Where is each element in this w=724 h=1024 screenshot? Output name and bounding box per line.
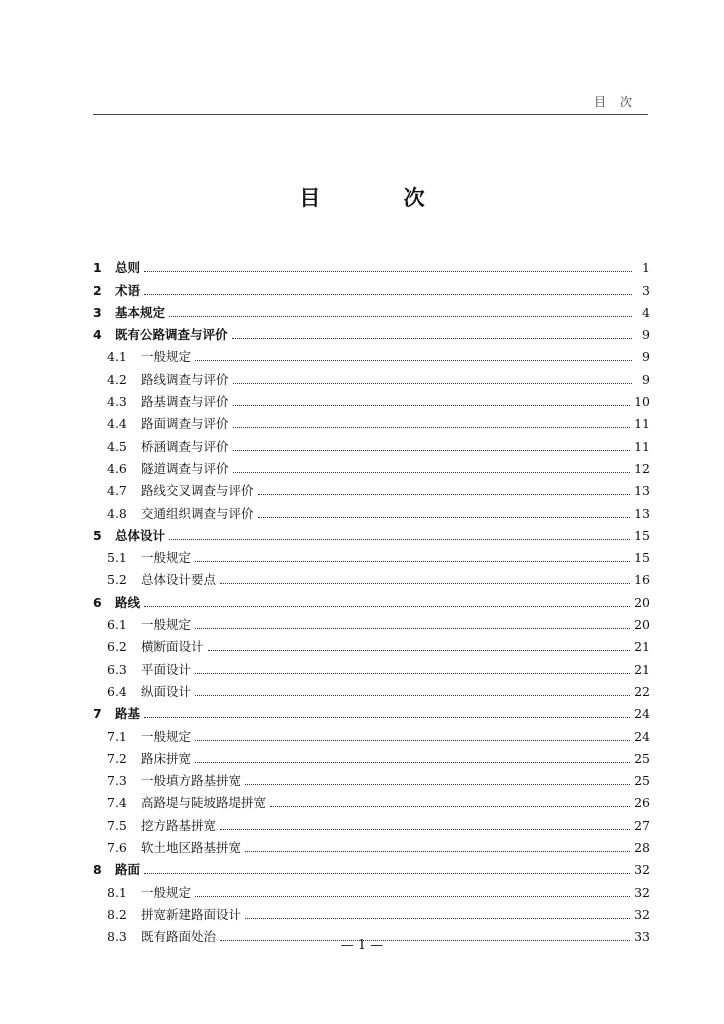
- toc-entry-title: 软土地区路基拼宽: [141, 840, 242, 856]
- dot-leader: [144, 716, 630, 718]
- toc-entry-number: 3: [93, 304, 102, 320]
- toc-entry-page: 4: [642, 304, 650, 320]
- toc-entry-number: 6.1: [107, 617, 127, 633]
- header-rule: [93, 114, 648, 115]
- toc-entry-number: 7.5: [107, 817, 127, 833]
- toc-entry-number: 5.2: [107, 572, 127, 588]
- toc-entry-title: 一般规定: [141, 728, 192, 744]
- toc-entry-title: 一般规定: [141, 550, 192, 566]
- toc-section-entry[interactable]: [93, 745, 650, 767]
- toc-section-entry[interactable]: [93, 388, 650, 410]
- toc-chapter-entry[interactable]: [93, 588, 650, 610]
- toc-section-entry[interactable]: [93, 365, 650, 387]
- toc-section-entry[interactable]: [93, 566, 650, 588]
- toc-section-entry[interactable]: [93, 410, 650, 432]
- dot-leader: [195, 761, 630, 763]
- toc-entry-number: 7.6: [107, 840, 127, 856]
- toc-entry-page: 15: [634, 527, 650, 543]
- toc-entry-title: 术语: [115, 282, 141, 298]
- toc-entry-number: 4.3: [107, 394, 127, 410]
- toc-section-entry[interactable]: [93, 477, 650, 499]
- toc-entry-title: 高路堤与陡坡路堤拼宽: [141, 795, 267, 811]
- toc-entry-title: 路基: [115, 706, 141, 722]
- toc-entry-page: 32: [634, 862, 650, 878]
- toc-entry-title: 总体设计要点: [141, 572, 217, 588]
- toc-entry-page: 9: [642, 349, 650, 365]
- toc-entry-page: 32: [634, 906, 650, 922]
- toc-section-entry[interactable]: [93, 722, 650, 744]
- toc-entry-page: 24: [634, 728, 650, 744]
- dot-leader: [233, 471, 631, 473]
- toc-entry-number: 2: [93, 282, 102, 298]
- toc-entry-title: 既有路面处治: [141, 929, 217, 945]
- toc-section-entry[interactable]: [93, 878, 650, 900]
- dot-leader: [144, 270, 632, 272]
- toc-entry-page: 11: [634, 416, 650, 432]
- toc-entry-number: 7.4: [107, 795, 127, 811]
- page-title: 目 次: [299, 185, 463, 210]
- dot-leader: [233, 382, 632, 384]
- toc-entry-title: 路基调查与评价: [141, 394, 229, 410]
- toc-entry-page: 10: [634, 394, 650, 410]
- running-head: 目次: [593, 95, 646, 109]
- toc-entry-number: 7.2: [107, 750, 127, 766]
- dot-leader: [195, 672, 630, 674]
- toc-entry-page: 9: [642, 371, 650, 387]
- toc-section-entry[interactable]: [93, 611, 650, 633]
- dot-leader: [245, 850, 630, 852]
- toc-entry-page: 25: [634, 750, 650, 766]
- toc-section-entry[interactable]: [93, 789, 650, 811]
- toc-entry-title: 路线交叉调查与评价: [141, 483, 254, 499]
- dot-leader: [195, 739, 630, 741]
- toc-entry-title: 路线调查与评价: [141, 371, 229, 387]
- dot-leader: [233, 404, 631, 406]
- toc-entry-title: 基本规定: [115, 304, 166, 320]
- toc-entry-number: 4.8: [107, 505, 127, 521]
- table-of-contents: [93, 254, 650, 945]
- toc-entry-page: 13: [634, 483, 650, 499]
- toc-entry-title: 既有公路调查与评价: [115, 327, 228, 343]
- dot-leader: [233, 426, 631, 428]
- toc-entry-number: 8: [93, 862, 102, 878]
- toc-entry-page: 1: [642, 260, 650, 276]
- toc-chapter-entry[interactable]: [93, 700, 650, 722]
- toc-entry-number: 1: [93, 260, 102, 276]
- toc-entry-number: 6.4: [107, 683, 127, 699]
- toc-entry-title: 隧道调查与评价: [141, 460, 229, 476]
- toc-entry-title: 拼宽新建路面设计: [141, 906, 242, 922]
- dot-leader: [270, 805, 630, 807]
- toc-entry-number: 8.1: [107, 884, 127, 900]
- toc-entry-number: 5: [93, 527, 102, 543]
- toc-entry-page: 21: [634, 661, 650, 677]
- toc-entry-number: 7.3: [107, 773, 127, 789]
- toc-entry-number: 4.1: [107, 349, 127, 365]
- toc-chapter-entry[interactable]: [93, 522, 650, 544]
- dot-leader: [258, 516, 631, 518]
- toc-entry-title: 横断面设计: [141, 639, 204, 655]
- toc-entry-title: 挖方路基拼宽: [141, 817, 217, 833]
- toc-section-entry[interactable]: [93, 343, 650, 365]
- toc-section-entry[interactable]: [93, 655, 650, 677]
- toc-entry-page: 3: [642, 282, 650, 298]
- toc-section-entry[interactable]: [93, 544, 650, 566]
- toc-entry-title: 一般填方路基拼宽: [141, 773, 242, 789]
- toc-entry-title: 交通组织调查与评价: [141, 505, 254, 521]
- dot-leader: [232, 337, 632, 339]
- dot-leader: [195, 560, 630, 562]
- dot-leader: [169, 538, 630, 540]
- toc-section-entry[interactable]: [93, 901, 650, 923]
- dot-leader: [195, 359, 632, 361]
- toc-entry-number: 8.2: [107, 906, 127, 922]
- dot-leader: [195, 895, 630, 897]
- toc-entry-number: 6.3: [107, 661, 127, 677]
- toc-entry-title: 一般规定: [141, 617, 192, 633]
- toc-entry-number: 4.6: [107, 460, 127, 476]
- toc-entry-page: 25: [634, 773, 650, 789]
- toc-entry-title: 路线: [115, 594, 141, 610]
- toc-entry-number: 5.1: [107, 550, 127, 566]
- toc-section-entry[interactable]: [93, 767, 650, 789]
- dot-leader: [245, 917, 630, 919]
- toc-entry-page: 13: [634, 505, 650, 521]
- toc-entry-number: 4.5: [107, 438, 127, 454]
- toc-entry-number: 4: [93, 327, 102, 343]
- toc-entry-number: 4.4: [107, 416, 127, 432]
- toc-entry-page: 22: [634, 683, 650, 699]
- toc-entry-title: 路面调查与评价: [141, 416, 229, 432]
- toc-entry-page: 33: [634, 929, 650, 945]
- toc-section-entry[interactable]: [93, 834, 650, 856]
- toc-section-entry[interactable]: [93, 499, 650, 521]
- dot-leader: [144, 605, 630, 607]
- toc-entry-number: 6: [93, 594, 102, 610]
- toc-chapter-entry[interactable]: [93, 299, 650, 321]
- toc-entry-title: 桥涵调查与评价: [141, 438, 229, 454]
- toc-entry-page: 15: [634, 550, 650, 566]
- toc-entry-number: 4.7: [107, 483, 127, 499]
- toc-section-entry[interactable]: [93, 633, 650, 655]
- dot-leader: [233, 449, 631, 451]
- toc-entry-page: 16: [634, 572, 650, 588]
- toc-entry-number: 8.3: [107, 929, 127, 945]
- toc-entry-number: 4.2: [107, 371, 127, 387]
- page-number: — 1 —: [340, 938, 384, 953]
- toc-entry-title: 总体设计: [115, 527, 166, 543]
- toc-entry-title: 平面设计: [141, 661, 192, 677]
- toc-entry-page: 24: [634, 706, 650, 722]
- toc-entry-page: 12: [634, 460, 650, 476]
- toc-entry-page: 27: [634, 817, 650, 833]
- toc-section-entry[interactable]: [93, 811, 650, 833]
- toc-entry-title: 路床拼宽: [141, 750, 192, 766]
- dot-leader: [144, 293, 632, 295]
- dot-leader: [195, 694, 630, 696]
- dot-leader: [220, 828, 630, 830]
- toc-entry-title: 路面: [115, 862, 141, 878]
- toc-entry-page: 11: [634, 438, 650, 454]
- toc-section-entry[interactable]: [93, 432, 650, 454]
- dot-leader: [258, 493, 631, 495]
- toc-entry-number: 7: [93, 706, 102, 722]
- toc-chapter-entry[interactable]: [93, 254, 650, 276]
- toc-entry-page: 20: [634, 617, 650, 633]
- toc-entry-title: 总则: [115, 260, 141, 276]
- toc-section-entry[interactable]: [93, 678, 650, 700]
- toc-entry-title: 纵面设计: [141, 683, 192, 699]
- toc-entry-page: 9: [642, 327, 650, 343]
- toc-chapter-entry[interactable]: [93, 276, 650, 298]
- dot-leader: [195, 627, 630, 629]
- dot-leader: [144, 872, 630, 874]
- dot-leader: [245, 783, 630, 785]
- toc-chapter-entry[interactable]: [93, 856, 650, 878]
- toc-section-entry[interactable]: [93, 455, 650, 477]
- toc-entry-page: 20: [634, 594, 650, 610]
- toc-entry-page: 21: [634, 639, 650, 655]
- toc-entry-page: 32: [634, 884, 650, 900]
- toc-entry-page: 28: [634, 840, 650, 856]
- toc-entry-number: 7.1: [107, 728, 127, 744]
- toc-entry-number: 6.2: [107, 639, 127, 655]
- toc-entry-title: 一般规定: [141, 884, 192, 900]
- toc-chapter-entry[interactable]: [93, 321, 650, 343]
- toc-entry-page: 26: [634, 795, 650, 811]
- dot-leader: [208, 649, 631, 651]
- toc-entry-title: 一般规定: [141, 349, 192, 365]
- dot-leader: [169, 315, 632, 317]
- dot-leader: [220, 582, 630, 584]
